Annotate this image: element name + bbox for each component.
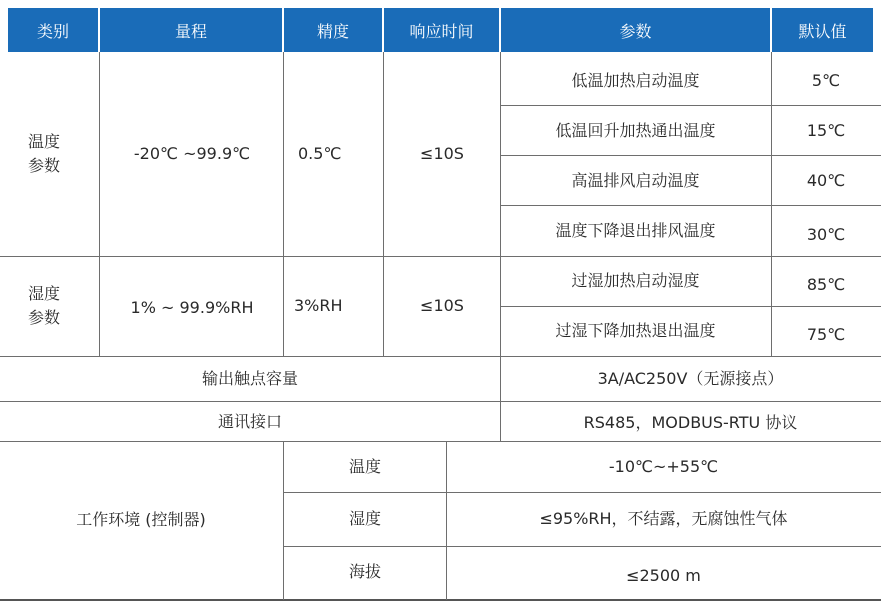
environment-item-name: 海拔 — [348, 562, 381, 581]
environment-item-name: 温度 — [348, 457, 381, 476]
temperature-param-name: 温度下降退出排风温度 — [555, 221, 716, 240]
environment-item-value: -10℃~+55℃ — [608, 457, 719, 476]
header-category: 类别 — [8, 8, 98, 52]
column-divider — [500, 52, 501, 442]
humidity-param-value: 75℃ — [806, 325, 846, 344]
column-divider — [99, 52, 100, 356]
temperature-param-value: 30℃ — [806, 225, 846, 244]
temperature-param-name: 低温回升加热通出温度 — [555, 121, 716, 140]
temperature-category: 温度 参数 — [28, 132, 61, 175]
row-divider — [284, 492, 881, 493]
humidity-param-name: 过湿下降加热退出温度 — [555, 321, 716, 340]
row-divider — [500, 105, 881, 106]
comm-interface-label: 通讯接口 — [217, 412, 282, 431]
environment-item-value: ≤2500 m — [626, 566, 701, 585]
temperature-param-name: 低温加热启动温度 — [571, 71, 700, 90]
row-divider — [500, 205, 881, 206]
row-divider — [0, 441, 881, 442]
row-divider — [500, 306, 881, 307]
temperature-range: -20℃ ~99.9℃ — [133, 144, 251, 163]
humidity-accuracy: 3%RH — [294, 296, 343, 315]
environment-label: 工作环境 (控制器) — [76, 510, 206, 529]
header-range: 量程 — [100, 8, 282, 52]
header-default-value: 默认值 — [772, 8, 873, 52]
row-divider — [284, 546, 881, 547]
temperature-response-time: ≤10S — [420, 144, 464, 163]
row-divider — [0, 356, 881, 357]
environment-item-value: ≤95%RH，不结露，无腐蚀性气体 — [539, 509, 788, 528]
humidity-category: 湿度 参数 — [28, 284, 61, 327]
column-divider — [446, 442, 447, 600]
humidity-param-name: 过湿加热启动湿度 — [571, 271, 700, 290]
column-divider — [283, 442, 284, 600]
humidity-range: 1% ~ 99.9%RH — [130, 298, 254, 317]
header-parameter: 参数 — [501, 8, 770, 52]
comm-interface-value: RS485，MODBUS-RTU 协议 — [583, 413, 798, 432]
header-accuracy: 精度 — [284, 8, 382, 52]
humidity-param-value: 85℃ — [806, 275, 846, 294]
temperature-param-value: 40℃ — [806, 171, 846, 190]
environment-item-name: 湿度 — [348, 509, 381, 528]
table-bottom-border — [0, 599, 881, 601]
column-divider — [771, 52, 772, 356]
column-divider — [383, 52, 384, 356]
output-contact-label: 输出触点容量 — [201, 369, 298, 388]
humidity-response-time: ≤10S — [420, 296, 464, 315]
row-divider — [500, 155, 881, 156]
header-response-time: 响应时间 — [384, 8, 499, 52]
output-contact-value: 3A/AC250V（无源接点） — [597, 369, 784, 388]
temperature-accuracy: 0.5℃ — [298, 144, 342, 163]
temperature-param-name: 高温排风启动温度 — [571, 171, 700, 190]
row-divider — [0, 256, 881, 257]
row-divider — [0, 401, 881, 402]
temperature-param-value: 15℃ — [806, 121, 846, 140]
column-divider — [283, 52, 284, 356]
temperature-param-value: 5℃ — [811, 71, 841, 90]
